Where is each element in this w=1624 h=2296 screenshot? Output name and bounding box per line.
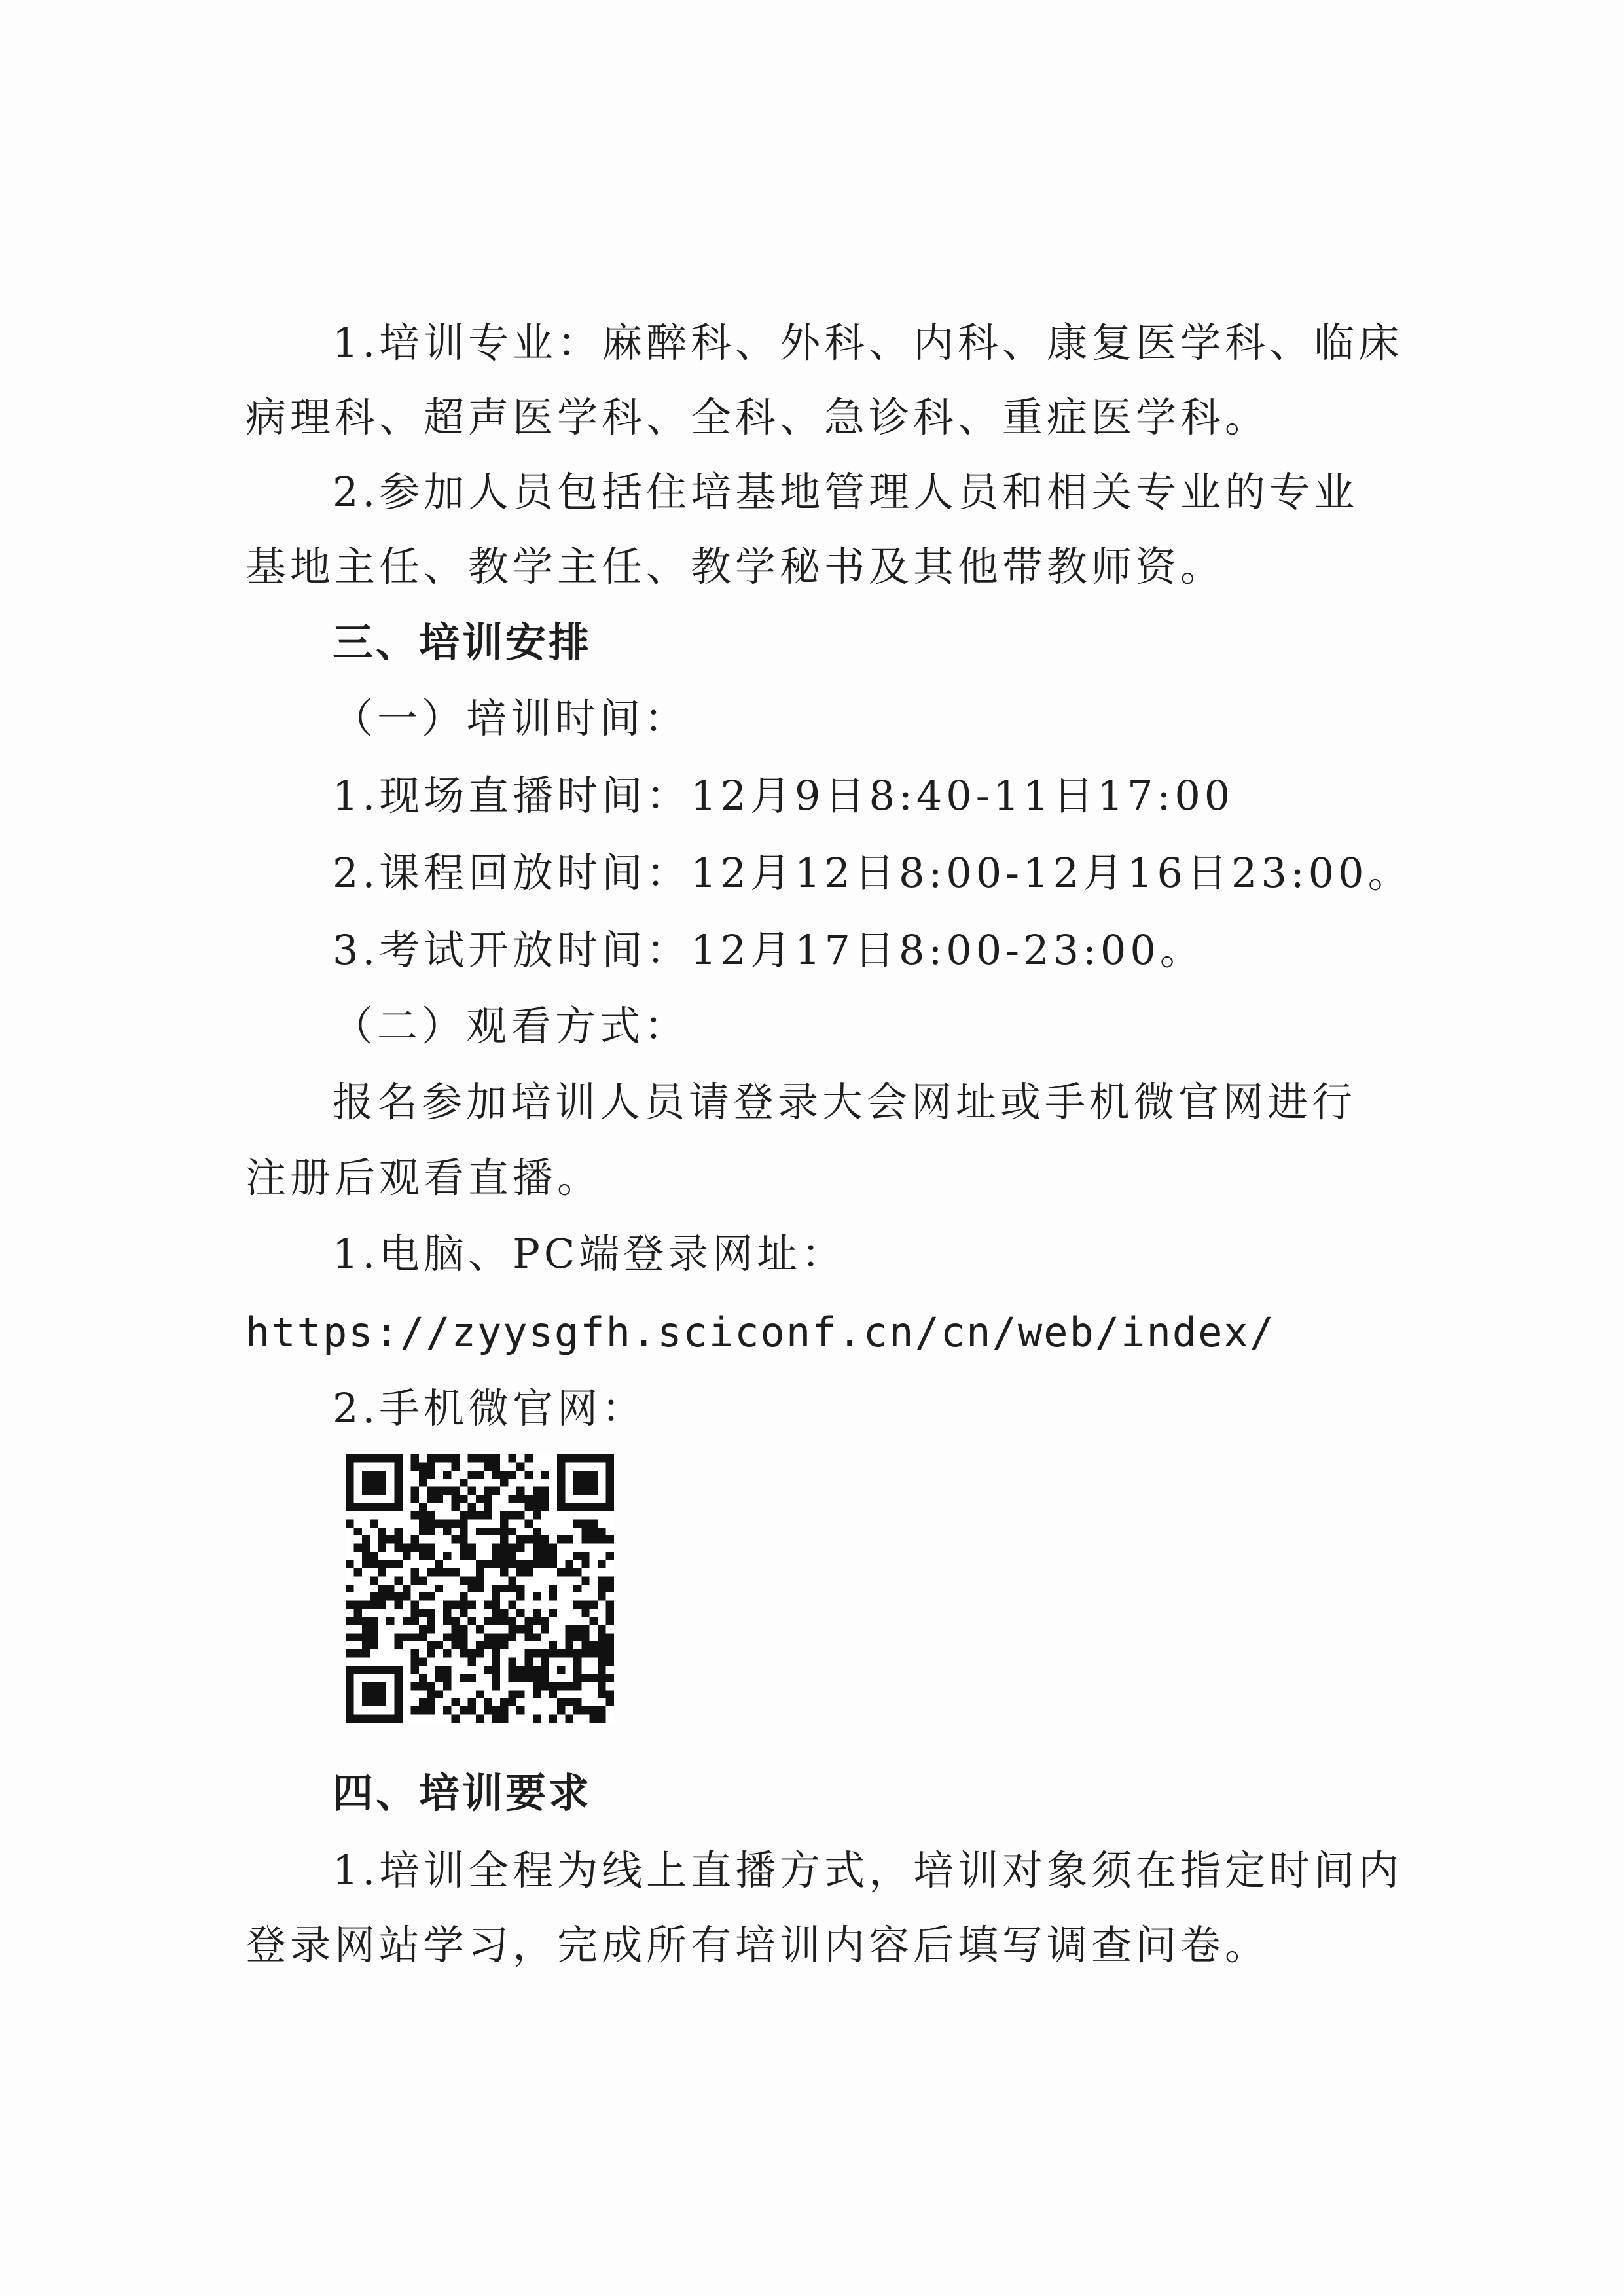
- qr-code-icon: [346, 1454, 614, 1723]
- qr-code-graphic: [346, 1454, 614, 1723]
- time-exam-open: 3.考试开放时间：12月17日8:00-23:00。: [333, 926, 1204, 974]
- subheading-training-time: （一）培训时间：: [333, 694, 689, 742]
- paragraph-viewing-line-2: 注册后观看直播。: [245, 1154, 602, 1202]
- section-heading-training-arrangement: 三、培训安排: [333, 619, 592, 666]
- paragraph-specialties-line-2: 病理科、超声医学科、全科、急诊科、重症医学科。: [245, 393, 1270, 441]
- paragraph-participants-line-2: 基地主任、教学主任、教学秘书及其他带教师资。: [245, 543, 1225, 590]
- subheading-viewing-method: （二）观看方式：: [333, 1002, 689, 1050]
- pc-login-label: 1.电脑、PC端登录网址：: [333, 1230, 846, 1278]
- time-course-replay: 2.课程回放时间：12月12日8:00-12月16日23:00。: [333, 849, 1413, 897]
- pc-login-url[interactable]: https://zyysgfh.sciconf.cn/cn/web/index/: [245, 1308, 1276, 1356]
- paragraph-specialties-line-1: 1.培训专业：麻醉科、外科、内科、康复医学科、临床: [333, 319, 1403, 367]
- mobile-site-label: 2.手机微官网：: [333, 1384, 647, 1432]
- time-live-broadcast: 1.现场直播时间：12月9日8:40-11日17:00: [333, 772, 1235, 819]
- section-heading-training-requirements: 四、培训要求: [333, 1769, 592, 1817]
- paragraph-viewing-line-1: 报名参加培训人员请登录大会网址或手机微官网进行: [333, 1078, 1357, 1126]
- paragraph-requirements-line-1: 1.培训全程为线上直播方式，培训对象须在指定时间内: [333, 1846, 1403, 1894]
- paragraph-participants-line-1: 2.参加人员包括住培基地管理人员和相关专业的专业: [333, 468, 1359, 516]
- paragraph-requirements-line-2: 登录网站学习，完成所有培训内容后填写调查问卷。: [245, 1921, 1270, 1969]
